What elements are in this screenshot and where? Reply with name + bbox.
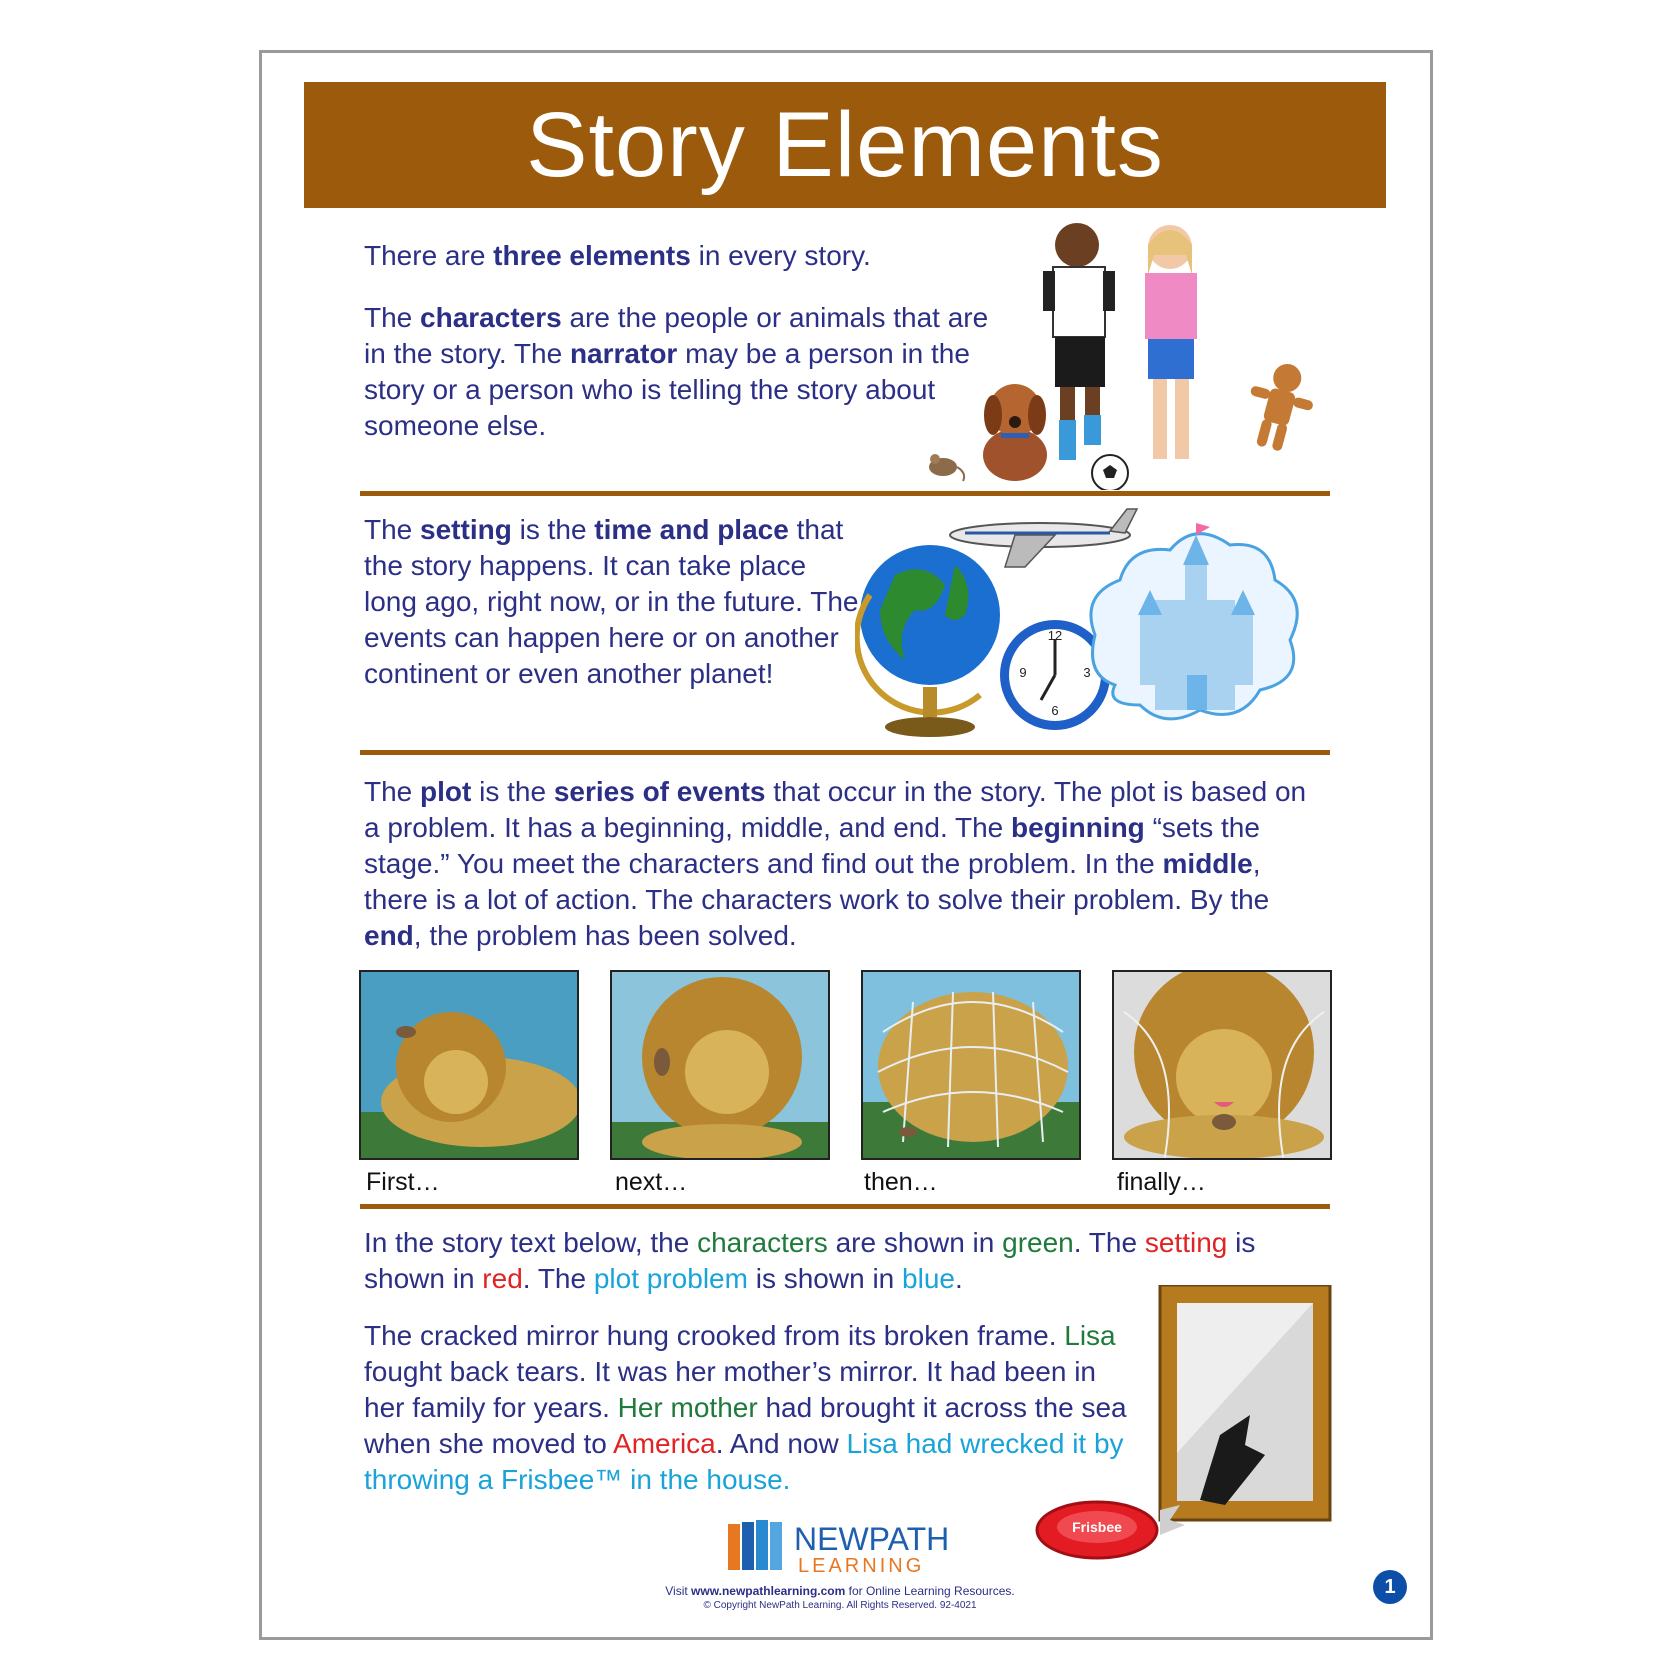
divider-1 xyxy=(360,491,1330,496)
plot-panel-next xyxy=(610,970,830,1160)
divider-2 xyxy=(360,750,1330,755)
airplane-icon xyxy=(950,509,1137,567)
svg-text:12: 12 xyxy=(1047,628,1063,643)
frisbee-icon xyxy=(1037,1502,1157,1558)
newpath-logo xyxy=(728,1516,958,1581)
page-number-badge: 1 xyxy=(1373,1570,1407,1604)
panel-caption-next: next… xyxy=(615,1168,688,1196)
footer-visit: Visit www.newpathlearning.com for Online Learning Resources. xyxy=(665,1584,1015,1598)
page-title: Story Elements xyxy=(526,93,1164,196)
plot-panel-finally xyxy=(1112,970,1332,1160)
plot-panel-then xyxy=(861,970,1081,1160)
plot-paragraph: The plot is the series of events that occur in the story. The plot is based on a problem. It has a beginning, middle, and end. The beginning “sets the stage.” You meet the characters and find out the problem. In the middle, there is a lot of action. The characters work to solve their problem. By the end, the problem has been solved. xyxy=(364,776,1307,951)
plot-panel-first xyxy=(359,970,579,1160)
story-paragraph: The cracked mirror hung crooked from its broken frame. Lisa fought back tears. It was her mother’s mirror. It had been in her family for years. Her mother had brought it across the sea when she moved to America. And now Lisa had wrecked it by throwing a Frisbee™ in the house. xyxy=(364,1320,1127,1495)
svg-text:3: 3 xyxy=(1083,665,1091,680)
globe-icon xyxy=(857,545,1000,737)
characters-illustration xyxy=(905,215,1335,490)
legend-paragraph: In the story text below, the characters are shown in green. The setting is shown in red. The plot problem is shown in blue. xyxy=(364,1227,1256,1294)
setting-illustration xyxy=(855,505,1345,745)
intro-line: There are three elements in every story. xyxy=(364,240,871,271)
panel-caption-then: then… xyxy=(864,1168,938,1196)
footer-copyright: © Copyright NewPath Learning. All Rights Reserved. 92-4021 xyxy=(703,1600,977,1611)
svg-text:LEARNING: LEARNING xyxy=(798,1555,925,1576)
divider-3 xyxy=(360,1204,1330,1209)
panel-caption-finally: finally… xyxy=(1117,1168,1206,1196)
setting-paragraph: The setting is the time and place that the story happens. It can take place long ago, right now, or in the future. The events can happen here or on another continent or even another planet! xyxy=(364,514,859,689)
castle-icon xyxy=(1091,523,1297,719)
plot-text xyxy=(364,774,1324,980)
setting-text xyxy=(364,512,864,718)
mirror-frisbee-illustration xyxy=(1025,1285,1340,1565)
svg-text:Frisbee: Frisbee xyxy=(1072,1519,1122,1535)
title-banner xyxy=(304,82,1386,208)
characters-paragraph: The characters are the people or animals that are in the story. The narrator may be a person in the story or a person who is telling the story about someone else. xyxy=(364,302,989,441)
svg-text:9: 9 xyxy=(1019,665,1027,680)
svg-text:6: 6 xyxy=(1051,703,1059,718)
svg-text:NEWPATH: NEWPATH xyxy=(794,1521,950,1557)
panel-caption-first: First… xyxy=(366,1168,440,1196)
footer-url-link[interactable]: www.newpathlearning.com xyxy=(691,1584,846,1598)
mirror-icon xyxy=(1160,1285,1330,1520)
